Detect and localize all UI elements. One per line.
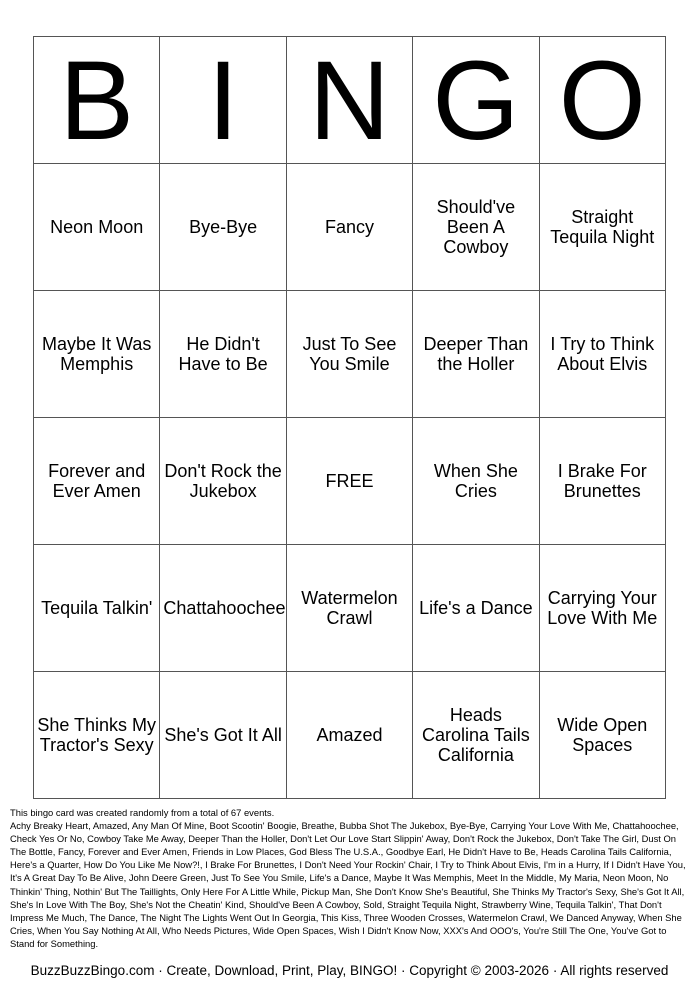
bingo-row-1: [34, 164, 666, 291]
bingo-square: She Thinks My Tractor's Sexy: [34, 672, 160, 799]
bingo-square: I Brake For Brunettes: [539, 418, 665, 545]
bingo-square: Carrying Your Love With Me: [539, 545, 665, 672]
bingo-header-row: [34, 37, 666, 164]
card-info: [10, 806, 690, 950]
header-letter: B: [59, 38, 135, 163]
bingo-square: Maybe It Was Memphis: [34, 291, 160, 418]
bingo-square: I Try to Think About Elvis: [539, 291, 665, 418]
bingo-square: Don't Rock the Jukebox: [160, 418, 286, 545]
header-letter: G: [432, 38, 520, 163]
bingo-row-2: [34, 291, 666, 418]
bingo-row-3: [34, 418, 666, 545]
header-letter-b: [34, 37, 160, 164]
bingo-square: Bye-Bye: [160, 164, 286, 291]
bingo-square: When She Cries: [413, 418, 539, 545]
header-letter-i: [160, 37, 286, 164]
bingo-row-4: [34, 545, 666, 672]
bingo-square: Watermelon Crawl: [286, 545, 412, 672]
header-letter-n: [286, 37, 412, 164]
header-letter: N: [309, 38, 390, 163]
bingo-square: He Didn't Have to Be: [160, 291, 286, 418]
bingo-square: Just To See You Smile: [286, 291, 412, 418]
copyright-footer: BuzzBuzzBingo.com · Create, Download, Print, Play, BINGO! · Copyright © 2003-2026 · All rights reserved: [30, 963, 669, 978]
card-info-intro: This bingo card was created randomly from a total of 67 events.: [10, 807, 275, 818]
bingo-square: Amazed: [286, 672, 412, 799]
bingo-square: Wide Open Spaces: [539, 672, 665, 799]
bingo-card: [33, 36, 666, 799]
bingo-square: Straight Tequila Night: [539, 164, 665, 291]
bingo-square: Chattahoochee: [160, 545, 286, 672]
event-list: Achy Breaky Heart, Amazed, Any Man Of Mine, Boot Scootin' Boogie, Breathe, Bubba Shot The Jukebox, Bye-Bye, Carrying Your Love With Me, Chattahoochee, Check Yes Or No, Cowboy Take Me Away, Deeper Than the Holler, Don't Let Our Love Start Slippin' Away, Don't Rock the Jukebox, Don't Take The Girl, Dust On The Bottle, Fancy, Forever and Ever Amen, Friends in Low Places, God Bless The U.S.A., Goodbye Earl, He Didn't Have to Be, Heads Carolina Tails California, Here's a Quarter, How Do You Like Me Now?!, I Brake For Brunettes, I Don't Need Your Rockin' Chair, I Try to Think About Elvis, I'm in a Hurry, If I Didn't Have You, It's A Great Day To Be Alive, John Deere Green, Just To See You Smile, Life's a Dance, Maybe It Was Memphis, Meet In the Middle, My Maria, Neon Moon, No Thinkin' Thing, Nothin' But The Taillights, Only Here For A Little While, Pickup Man, She Don't Know She's Beautiful, She Thinks My Tractor's Sexy, She's Got It All, She's In Love With The Boy, She's Not the Cheatin' Kind, Should've Been A Cowboy, Sold, Straight Tequila Night, Strawberry Wine, Tequila Talkin', That Don't Impress Me Much, The Dance, The Night The Lights Went Out In Georgia, This Kiss, Three Wooden Crosses, Watermelon Crawl, We Danced Anyway, When She Cries, When You Say Nothing At All, Who Needs Pictures, Wide Open Spaces, Wish I Didn't Know Now, XXX's And OOO's, You're Still The One, You've Got to Stand for Something.: [10, 820, 686, 949]
bingo-square: Forever and Ever Amen: [34, 418, 160, 545]
bingo-square: Life's a Dance: [413, 545, 539, 672]
header-letter-g: [413, 37, 539, 164]
header-letter: O: [558, 38, 646, 163]
header-letter: I: [207, 38, 239, 163]
bingo-square: Should've Been A Cowboy: [413, 164, 539, 291]
bingo-row-5: [34, 672, 666, 799]
bingo-square: Neon Moon: [34, 164, 160, 291]
bingo-square: Heads Carolina Tails California: [413, 672, 539, 799]
header-letter-o: [539, 37, 665, 164]
bingo-square: She's Got It All: [160, 672, 286, 799]
bingo-square: Fancy: [286, 164, 412, 291]
bingo-square: Deeper Than the Holler: [413, 291, 539, 418]
bingo-square: Tequila Talkin': [34, 545, 160, 672]
free-square: FREE: [286, 418, 412, 545]
